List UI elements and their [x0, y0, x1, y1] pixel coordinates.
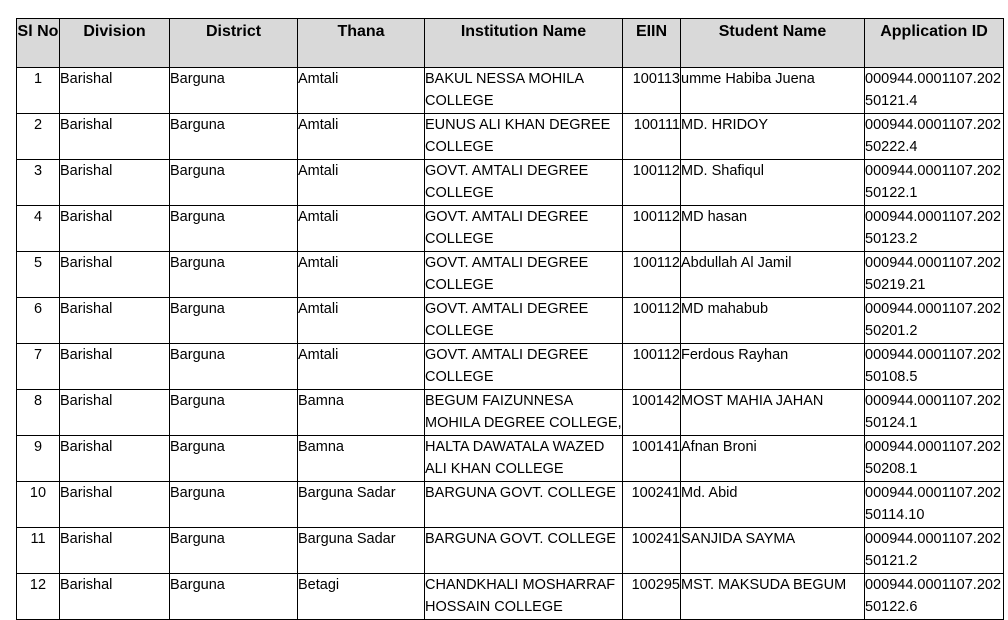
- cell-division: Barishal: [60, 206, 170, 252]
- cell-district: Barguna: [170, 482, 298, 528]
- cell-institution-name: CHANDKHALI MOSHARRAF HOSSAIN COLLEGE: [425, 574, 623, 620]
- header-eiin: EIIN: [623, 19, 681, 68]
- cell-district: Barguna: [170, 160, 298, 206]
- table-row: [17, 252, 1004, 298]
- cell-division: Barishal: [60, 252, 170, 298]
- cell-eiin: 100241: [623, 528, 681, 574]
- cell-sl-no: 8: [17, 390, 60, 436]
- cell-application-id: 000944.0001107.20250108.5: [865, 344, 1004, 390]
- cell-sl-no: 11: [17, 528, 60, 574]
- cell-eiin: 100112: [623, 206, 681, 252]
- table-row: [17, 206, 1004, 252]
- cell-application-id: 000944.0001107.20250124.1: [865, 390, 1004, 436]
- cell-student-name: Md. Abid: [681, 482, 865, 528]
- cell-student-name: MST. MAKSUDA BEGUM: [681, 574, 865, 620]
- cell-student-name: MD. HRIDOY: [681, 114, 865, 160]
- cell-application-id: 000944.0001107.20250122.1: [865, 160, 1004, 206]
- cell-eiin: 100112: [623, 160, 681, 206]
- cell-sl-no: 10: [17, 482, 60, 528]
- cell-sl-no: 9: [17, 436, 60, 482]
- cell-sl-no: 5: [17, 252, 60, 298]
- cell-eiin: 100111: [623, 114, 681, 160]
- cell-institution-name: BARGUNA GOVT. COLLEGE: [425, 482, 623, 528]
- cell-thana: Bamna: [298, 390, 425, 436]
- cell-student-name: umme Habiba Juena: [681, 68, 865, 114]
- cell-institution-name: GOVT. AMTALI DEGREE COLLEGE: [425, 252, 623, 298]
- cell-institution-name: BAKUL NESSA MOHILA COLLEGE: [425, 68, 623, 114]
- cell-thana: Amtali: [298, 206, 425, 252]
- header-thana: Thana: [298, 19, 425, 68]
- header-application-id: Application ID: [865, 19, 1004, 68]
- cell-sl-no: 4: [17, 206, 60, 252]
- cell-thana: Betagi: [298, 574, 425, 620]
- cell-eiin: 100141: [623, 436, 681, 482]
- cell-institution-name: EUNUS ALI KHAN DEGREE COLLEGE: [425, 114, 623, 160]
- cell-student-name: MD hasan: [681, 206, 865, 252]
- cell-eiin: 100142: [623, 390, 681, 436]
- header-institution-name: Institution Name: [425, 19, 623, 68]
- cell-sl-no: 6: [17, 298, 60, 344]
- cell-division: Barishal: [60, 344, 170, 390]
- cell-division: Barishal: [60, 528, 170, 574]
- cell-student-name: SANJIDA SAYMA: [681, 528, 865, 574]
- table-row: [17, 390, 1004, 436]
- cell-district: Barguna: [170, 68, 298, 114]
- cell-student-name: MD mahabub: [681, 298, 865, 344]
- cell-application-id: 000944.0001107.20250208.1: [865, 436, 1004, 482]
- header-division: Division: [60, 19, 170, 68]
- cell-eiin: 100112: [623, 298, 681, 344]
- cell-student-name: MD. Shafiqul: [681, 160, 865, 206]
- cell-district: Barguna: [170, 574, 298, 620]
- table-body: [17, 68, 1004, 620]
- cell-division: Barishal: [60, 68, 170, 114]
- cell-thana: Barguna Sadar: [298, 528, 425, 574]
- cell-student-name: Abdullah Al Jamil: [681, 252, 865, 298]
- cell-district: Barguna: [170, 114, 298, 160]
- cell-sl-no: 3: [17, 160, 60, 206]
- cell-institution-name: BARGUNA GOVT. COLLEGE: [425, 528, 623, 574]
- cell-district: Barguna: [170, 344, 298, 390]
- cell-thana: Bamna: [298, 436, 425, 482]
- cell-institution-name: GOVT. AMTALI DEGREE COLLEGE: [425, 206, 623, 252]
- cell-division: Barishal: [60, 482, 170, 528]
- cell-institution-name: HALTA DAWATALA WAZED ALI KHAN COLLEGE: [425, 436, 623, 482]
- cell-application-id: 000944.0001107.20250121.2: [865, 528, 1004, 574]
- cell-eiin: 100112: [623, 252, 681, 298]
- cell-application-id: 000944.0001107.20250219.21: [865, 252, 1004, 298]
- cell-division: Barishal: [60, 574, 170, 620]
- cell-eiin: 100295: [623, 574, 681, 620]
- table-header-row: [17, 19, 1004, 68]
- header-district: District: [170, 19, 298, 68]
- cell-eiin: 100241: [623, 482, 681, 528]
- cell-student-name: Afnan Broni: [681, 436, 865, 482]
- table-row: [17, 482, 1004, 528]
- cell-sl-no: 7: [17, 344, 60, 390]
- cell-eiin: 100112: [623, 344, 681, 390]
- cell-district: Barguna: [170, 390, 298, 436]
- cell-division: Barishal: [60, 390, 170, 436]
- cell-division: Barishal: [60, 436, 170, 482]
- student-application-table: [16, 18, 1004, 620]
- cell-application-id: 000944.0001107.20250121.4: [865, 68, 1004, 114]
- table-row: [17, 114, 1004, 160]
- cell-district: Barguna: [170, 528, 298, 574]
- cell-thana: Amtali: [298, 252, 425, 298]
- cell-district: Barguna: [170, 206, 298, 252]
- cell-application-id: 000944.0001107.20250122.6: [865, 574, 1004, 620]
- cell-district: Barguna: [170, 436, 298, 482]
- cell-eiin: 100113: [623, 68, 681, 114]
- cell-thana: Amtali: [298, 68, 425, 114]
- cell-thana: Amtali: [298, 298, 425, 344]
- cell-student-name: MOST MAHIA JAHAN: [681, 390, 865, 436]
- cell-district: Barguna: [170, 252, 298, 298]
- table-row: [17, 344, 1004, 390]
- cell-application-id: 000944.0001107.20250201.2: [865, 298, 1004, 344]
- cell-student-name: Ferdous Rayhan: [681, 344, 865, 390]
- cell-institution-name: GOVT. AMTALI DEGREE COLLEGE: [425, 160, 623, 206]
- cell-application-id: 000944.0001107.20250123.2: [865, 206, 1004, 252]
- table-row: [17, 528, 1004, 574]
- table-row: [17, 298, 1004, 344]
- cell-application-id: 000944.0001107.20250222.4: [865, 114, 1004, 160]
- cell-division: Barishal: [60, 160, 170, 206]
- table-row: [17, 436, 1004, 482]
- table-row: [17, 574, 1004, 620]
- table-row: [17, 68, 1004, 114]
- cell-sl-no: 12: [17, 574, 60, 620]
- header-sl-no: Sl No: [17, 19, 60, 68]
- cell-institution-name: BEGUM FAIZUNNESA MOHILA DEGREE COLLEGE,: [425, 390, 623, 436]
- cell-thana: Amtali: [298, 160, 425, 206]
- cell-institution-name: GOVT. AMTALI DEGREE COLLEGE: [425, 298, 623, 344]
- cell-thana: Amtali: [298, 344, 425, 390]
- cell-institution-name: GOVT. AMTALI DEGREE COLLEGE: [425, 344, 623, 390]
- cell-thana: Barguna Sadar: [298, 482, 425, 528]
- cell-application-id: 000944.0001107.20250114.10: [865, 482, 1004, 528]
- cell-sl-no: 1: [17, 68, 60, 114]
- table-row: [17, 160, 1004, 206]
- cell-sl-no: 2: [17, 114, 60, 160]
- cell-district: Barguna: [170, 298, 298, 344]
- cell-division: Barishal: [60, 298, 170, 344]
- cell-division: Barishal: [60, 114, 170, 160]
- header-student-name: Student Name: [681, 19, 865, 68]
- cell-thana: Amtali: [298, 114, 425, 160]
